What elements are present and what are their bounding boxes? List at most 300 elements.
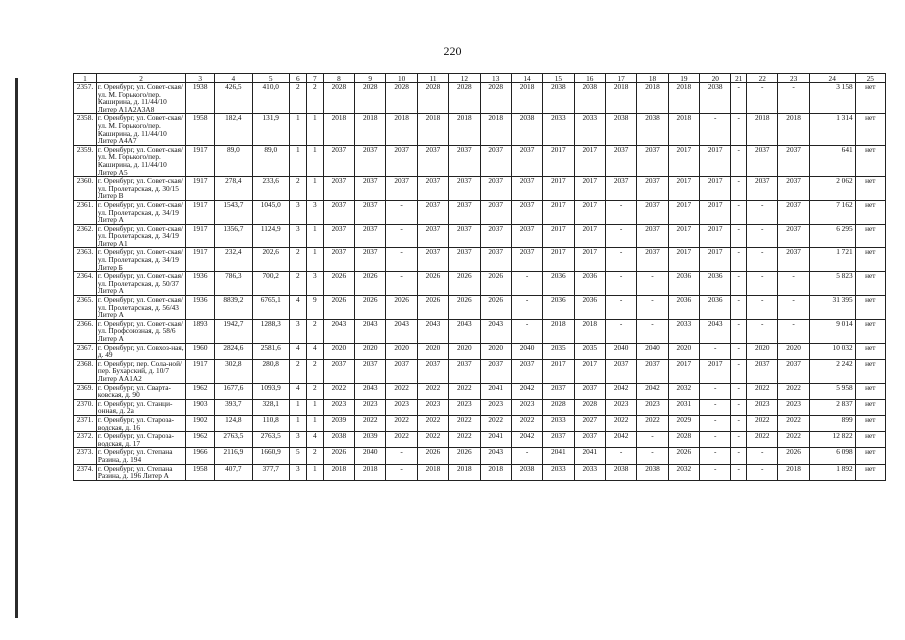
table-cell: 2037 (386, 145, 417, 176)
table-cell: 1 (306, 464, 323, 480)
column-header: 24 (809, 74, 855, 83)
table-cell: 2023 (323, 399, 354, 415)
table-cell: 2020 (778, 343, 809, 359)
table-cell: 1660,9 (252, 448, 289, 464)
table-cell: 2041 (480, 383, 511, 399)
table-cell: 6 098 (809, 448, 855, 464)
table-cell: 1 (289, 399, 306, 415)
column-header: 5 (252, 74, 289, 83)
table-cell: 2017 (668, 145, 699, 176)
table-cell: нет (855, 383, 885, 399)
row-number-cell: 2371. (74, 415, 97, 431)
table-cell: 1917 (186, 177, 215, 201)
table-body (74, 83, 886, 481)
table-cell: 2033 (668, 319, 699, 343)
table-cell: 2037 (355, 359, 386, 383)
table-cell: 2023 (386, 399, 417, 415)
table-cell: - (778, 296, 809, 320)
table-cell: - (386, 224, 417, 248)
table-cell: - (605, 319, 636, 343)
table-cell: 2018 (449, 464, 480, 480)
table-cell: - (386, 272, 417, 296)
table-row (74, 399, 886, 415)
table-cell: 2763,5 (252, 432, 289, 448)
table-cell: 2037 (778, 145, 809, 176)
table-cell: 2018 (417, 114, 448, 145)
table-cell: 2038 (323, 432, 354, 448)
table-cell: 377,7 (252, 464, 289, 480)
table-cell: - (386, 464, 417, 480)
table-cell: - (605, 296, 636, 320)
table-cell: 2033 (543, 114, 574, 145)
table-cell: 2037 (511, 359, 542, 383)
table-cell: 2038 (511, 464, 542, 480)
table-cell: 641 (809, 145, 855, 176)
table-cell: 1 (306, 415, 323, 431)
table-cell: 2018 (778, 114, 809, 145)
table-cell: 2038 (637, 114, 668, 145)
table-cell: 2043 (700, 319, 731, 343)
table-cell: - (731, 200, 747, 224)
table-cell: нет (855, 114, 885, 145)
table-cell: 280,8 (252, 359, 289, 383)
table-cell: 1 (306, 399, 323, 415)
table-row (74, 224, 886, 248)
page-number: 220 (443, 44, 462, 58)
table-cell: 2 (289, 177, 306, 201)
table-cell: 2020 (386, 343, 417, 359)
table-cell: 2018 (778, 464, 809, 480)
table-cell: нет (855, 432, 885, 448)
table-cell: 2028 (480, 83, 511, 114)
table-cell: 2023 (417, 399, 448, 415)
table-cell: 2037 (778, 248, 809, 272)
row-number-cell: 2358. (74, 114, 97, 145)
table-cell: 2038 (605, 114, 636, 145)
table-cell: - (386, 448, 417, 464)
table-cell: 2043 (386, 319, 417, 343)
table-cell: 2017 (700, 200, 731, 224)
table-cell: 2026 (778, 448, 809, 464)
table-cell: 2026 (355, 296, 386, 320)
table-cell: 2018 (417, 464, 448, 480)
table-cell: 2037 (574, 383, 605, 399)
table-cell: 700,2 (252, 272, 289, 296)
row-number-cell: 2369. (74, 383, 97, 399)
table-cell: 2041 (574, 448, 605, 464)
table-cell: 2040 (637, 343, 668, 359)
table-cell: - (700, 415, 731, 431)
table-cell: 2018 (480, 464, 511, 480)
table-cell: - (731, 319, 747, 343)
address-cell: г. Оренбург, ул. Совет-ская/ул. Пролетарская, д. 56/43 Литер А (96, 296, 185, 320)
table-cell: 1045,0 (252, 200, 289, 224)
table-cell: 2033 (574, 114, 605, 145)
table-cell: 2037 (574, 432, 605, 448)
table-cell: 124,8 (215, 415, 252, 431)
table-cell: 2039 (323, 415, 354, 431)
table-cell: 2 837 (809, 399, 855, 415)
table-cell: 2037 (747, 359, 778, 383)
table-cell: 2028 (543, 399, 574, 415)
table-cell: 12 822 (809, 432, 855, 448)
table-cell: 278,4 (215, 177, 252, 201)
table-cell: 2037 (637, 145, 668, 176)
table-cell: 3 (306, 272, 323, 296)
row-number-cell: 2360. (74, 177, 97, 201)
table-cell: 2037 (386, 359, 417, 383)
table-cell: 5 (289, 448, 306, 464)
table-cell: - (731, 399, 747, 415)
table-cell: 1 314 (809, 114, 855, 145)
table-cell: 89,0 (252, 145, 289, 176)
table-cell: 2037 (778, 224, 809, 248)
table-cell: 5 823 (809, 272, 855, 296)
table-cell: нет (855, 83, 885, 114)
table-cell: 2026 (449, 296, 480, 320)
column-header: 9 (355, 74, 386, 83)
table-cell: 2038 (637, 464, 668, 480)
table-cell: 2018 (323, 114, 354, 145)
table-cell: 2022 (449, 432, 480, 448)
table-cell: 2022 (417, 432, 448, 448)
table-row (74, 177, 886, 201)
table-cell: - (731, 432, 747, 448)
table-cell: 4 (306, 432, 323, 448)
table-cell: 2037 (480, 177, 511, 201)
table-cell: 1 721 (809, 248, 855, 272)
table-cell: - (778, 319, 809, 343)
table-cell: 1 (306, 114, 323, 145)
table-cell: 232,4 (215, 248, 252, 272)
table-cell: - (747, 448, 778, 464)
table-cell: - (747, 83, 778, 114)
table-cell: - (731, 296, 747, 320)
table-cell: 2017 (543, 359, 574, 383)
table-cell: 1356,7 (215, 224, 252, 248)
table-cell: 2017 (543, 145, 574, 176)
table-cell: 2018 (323, 464, 354, 480)
table-cell: 2026 (449, 448, 480, 464)
table-cell: 4 (289, 296, 306, 320)
row-number-cell: 2373. (74, 448, 97, 464)
table-cell: 2017 (574, 359, 605, 383)
table-cell: 2040 (511, 343, 542, 359)
table-cell: нет (855, 464, 885, 480)
table-cell: 1958 (186, 464, 215, 480)
table-cell: 2037 (605, 177, 636, 201)
table-cell: 2043 (449, 319, 480, 343)
table-cell: 2018 (511, 83, 542, 114)
table-cell: - (511, 272, 542, 296)
table-cell: 2037 (355, 200, 386, 224)
table-cell: нет (855, 177, 885, 201)
table-cell: 2038 (543, 83, 574, 114)
table-cell: 1 (289, 114, 306, 145)
table-cell: 2020 (747, 343, 778, 359)
table-row (74, 114, 886, 145)
row-number-cell: 2374. (74, 464, 97, 480)
table-cell: нет (855, 343, 885, 359)
table-cell: 2017 (543, 177, 574, 201)
table-cell: 2037 (637, 224, 668, 248)
table-cell: 2018 (386, 114, 417, 145)
column-header: 1 (74, 74, 97, 83)
table-row (74, 464, 886, 480)
table-cell: - (731, 248, 747, 272)
table-cell: - (700, 114, 731, 145)
table-cell: 2017 (574, 200, 605, 224)
table-row (74, 448, 886, 464)
table-cell: 1 (289, 145, 306, 176)
table-cell: 2043 (480, 319, 511, 343)
table-cell: 2037 (480, 145, 511, 176)
table-cell: 2037 (637, 359, 668, 383)
table-cell: 2042 (511, 432, 542, 448)
table-cell: 2028 (668, 432, 699, 448)
table-cell: 407,7 (215, 464, 252, 480)
table-cell: 2037 (323, 200, 354, 224)
table-cell: 2026 (668, 448, 699, 464)
table-cell: 2022 (386, 415, 417, 431)
table-cell: 2018 (668, 83, 699, 114)
row-number-cell: 2367. (74, 343, 97, 359)
table-cell: 2037 (323, 248, 354, 272)
table-cell: 1288,3 (252, 319, 289, 343)
table-row (74, 83, 886, 114)
table-cell: 2 (306, 359, 323, 383)
table-cell: 202,6 (252, 248, 289, 272)
table-cell: 6765,1 (252, 296, 289, 320)
column-header: 17 (605, 74, 636, 83)
table-cell: 2037 (449, 359, 480, 383)
table-cell: 2023 (511, 399, 542, 415)
column-header: 15 (543, 74, 574, 83)
address-cell: г. Оренбург, ул. Совет-ская/ул. М. Горького/пер. Каширина, д. 11/44/10 Литер А4А7 (96, 114, 185, 145)
table-cell: 410,0 (252, 83, 289, 114)
table-cell: нет (855, 248, 885, 272)
table-cell: 2116,9 (215, 448, 252, 464)
table-cell: 2022 (747, 432, 778, 448)
table-row (74, 359, 886, 383)
table-cell: 2581,6 (252, 343, 289, 359)
table-cell: 2037 (355, 248, 386, 272)
table-cell: 2029 (668, 415, 699, 431)
table-cell: 2023 (637, 399, 668, 415)
table-cell: 2017 (700, 359, 731, 383)
table-cell: 2022 (386, 383, 417, 399)
table-cell: - (605, 248, 636, 272)
table-cell: - (747, 224, 778, 248)
table-cell: 2036 (574, 272, 605, 296)
table-cell: 2028 (417, 83, 448, 114)
table-cell: нет (855, 319, 885, 343)
table-cell: 2042 (637, 383, 668, 399)
row-number-cell: 2359. (74, 145, 97, 176)
table-row (74, 145, 886, 176)
table-cell: 3 (289, 464, 306, 480)
table-cell: 2022 (778, 415, 809, 431)
table-cell: - (747, 319, 778, 343)
table-cell: 2 062 (809, 177, 855, 201)
row-number-cell: 2370. (74, 399, 97, 415)
table-cell: - (637, 432, 668, 448)
table-cell: 6 295 (809, 224, 855, 248)
table-cell: 2037 (511, 145, 542, 176)
table-cell: 2037 (386, 177, 417, 201)
table-cell: - (386, 200, 417, 224)
table-cell: 2022 (747, 383, 778, 399)
table-cell: 4 (289, 343, 306, 359)
table-cell: 1 892 (809, 464, 855, 480)
table-cell: 2022 (747, 415, 778, 431)
address-cell: г. Оренбург, ул. Станци-онная, д. 2а (96, 399, 185, 415)
table-cell: 2037 (511, 224, 542, 248)
table-cell: - (605, 448, 636, 464)
table-cell: 2037 (355, 177, 386, 201)
table-cell: нет (855, 415, 885, 431)
table-cell: 2017 (700, 248, 731, 272)
table-cell: 2022 (355, 415, 386, 431)
table-cell: 2020 (480, 343, 511, 359)
column-header: 19 (668, 74, 699, 83)
table-cell: 1124,9 (252, 224, 289, 248)
table-cell: 2037 (449, 248, 480, 272)
table-cell: 3 (289, 200, 306, 224)
table-cell: 2043 (355, 383, 386, 399)
table-cell: 2032 (668, 464, 699, 480)
table-cell: 1902 (186, 415, 215, 431)
table-cell: 2043 (417, 319, 448, 343)
table-cell: 2023 (605, 399, 636, 415)
table-cell: 2 (306, 83, 323, 114)
table-cell: 1 (306, 248, 323, 272)
address-cell: г. Оренбург, пер. Сола-ной/пер. Бухарский, д. 10/7 Литер АА1А2 (96, 359, 185, 383)
row-number-cell: 2365. (74, 296, 97, 320)
table-cell: 2017 (668, 200, 699, 224)
table-cell: 2 242 (809, 359, 855, 383)
table-cell: 110,8 (252, 415, 289, 431)
table-cell: - (731, 448, 747, 464)
row-number-cell: 2372. (74, 432, 97, 448)
table-cell: 2042 (605, 383, 636, 399)
table-cell: нет (855, 399, 885, 415)
table-cell: 2018 (355, 114, 386, 145)
table-cell: - (731, 224, 747, 248)
address-cell: г. Оренбург, ул. Совет-ская/ул. Пролетарская, д. 34/19 Литер Б (96, 248, 185, 272)
table-cell: - (511, 319, 542, 343)
table-cell: - (637, 319, 668, 343)
table-row (74, 248, 886, 272)
table-cell: 2036 (668, 272, 699, 296)
table-cell: 2037 (417, 224, 448, 248)
table-cell: 1958 (186, 114, 215, 145)
table-cell: 2037 (355, 145, 386, 176)
table-cell: 2022 (417, 415, 448, 431)
table-cell: 328,1 (252, 399, 289, 415)
table-cell: 2022 (778, 383, 809, 399)
table-cell: 1917 (186, 200, 215, 224)
table-cell: 786,3 (215, 272, 252, 296)
table-cell: 2036 (700, 296, 731, 320)
table-cell: 2022 (449, 415, 480, 431)
table-cell: нет (855, 296, 885, 320)
address-cell: г. Оренбург, ул. Совет-ская/ул. Пролетарская, д. 34/19 Литер А1 (96, 224, 185, 248)
row-number-cell: 2363. (74, 248, 97, 272)
row-number-cell: 2366. (74, 319, 97, 343)
address-cell: г. Оренбург, ул. Совет-ская/ул. Пролетарская, д. 30/15 Литер В (96, 177, 185, 201)
table-cell: - (637, 296, 668, 320)
table-cell: 2033 (543, 415, 574, 431)
table-cell: 2038 (511, 114, 542, 145)
table-cell: 2023 (480, 399, 511, 415)
table-row (74, 415, 886, 431)
table-cell: - (605, 200, 636, 224)
table-cell: 2 (289, 272, 306, 296)
table-cell: 1917 (186, 248, 215, 272)
register-table (73, 73, 886, 481)
table-cell: 1938 (186, 83, 215, 114)
table-row (74, 383, 886, 399)
table-cell: 2037 (778, 359, 809, 383)
column-header: 18 (637, 74, 668, 83)
column-header: 8 (323, 74, 354, 83)
table-cell: 8839,2 (215, 296, 252, 320)
table-cell: 2036 (700, 272, 731, 296)
table-cell: 2017 (574, 177, 605, 201)
table-cell: - (747, 464, 778, 480)
table-cell: 2037 (449, 145, 480, 176)
table-cell: 2018 (449, 114, 480, 145)
table-cell: - (700, 432, 731, 448)
table-cell: 2018 (355, 464, 386, 480)
column-header: 6 (289, 74, 306, 83)
table-cell: нет (855, 359, 885, 383)
table-cell: 7 162 (809, 200, 855, 224)
table-cell: 2026 (480, 272, 511, 296)
table-cell: 2022 (511, 415, 542, 431)
table-cell: 2037 (511, 200, 542, 224)
table-cell: 2763,5 (215, 432, 252, 448)
table-cell: 2037 (323, 145, 354, 176)
table-cell: 3 158 (809, 83, 855, 114)
table-cell: 2035 (574, 343, 605, 359)
table-cell: 2 (289, 359, 306, 383)
table-cell: 1936 (186, 296, 215, 320)
table-cell: 2824,6 (215, 343, 252, 359)
table-row (74, 319, 886, 343)
table-cell: - (700, 448, 731, 464)
table-cell: 2037 (637, 177, 668, 201)
table-row (74, 272, 886, 296)
table-cell: - (778, 83, 809, 114)
table-cell: 2017 (668, 359, 699, 383)
table-cell: 2038 (605, 464, 636, 480)
table-cell: 2017 (543, 224, 574, 248)
table-cell: - (386, 248, 417, 272)
table-cell: 2037 (637, 200, 668, 224)
table-cell: нет (855, 145, 885, 176)
table-cell: 2018 (747, 114, 778, 145)
address-cell: г. Оренбург, ул. Степана Разина, д. 196 Литер А (96, 464, 185, 480)
table-cell: 2026 (323, 272, 354, 296)
table-cell: 2017 (574, 248, 605, 272)
table-cell: 2037 (449, 200, 480, 224)
table-cell: 1903 (186, 399, 215, 415)
table-cell: 2026 (323, 296, 354, 320)
table-cell: 2026 (417, 272, 448, 296)
table-cell: 131,9 (252, 114, 289, 145)
